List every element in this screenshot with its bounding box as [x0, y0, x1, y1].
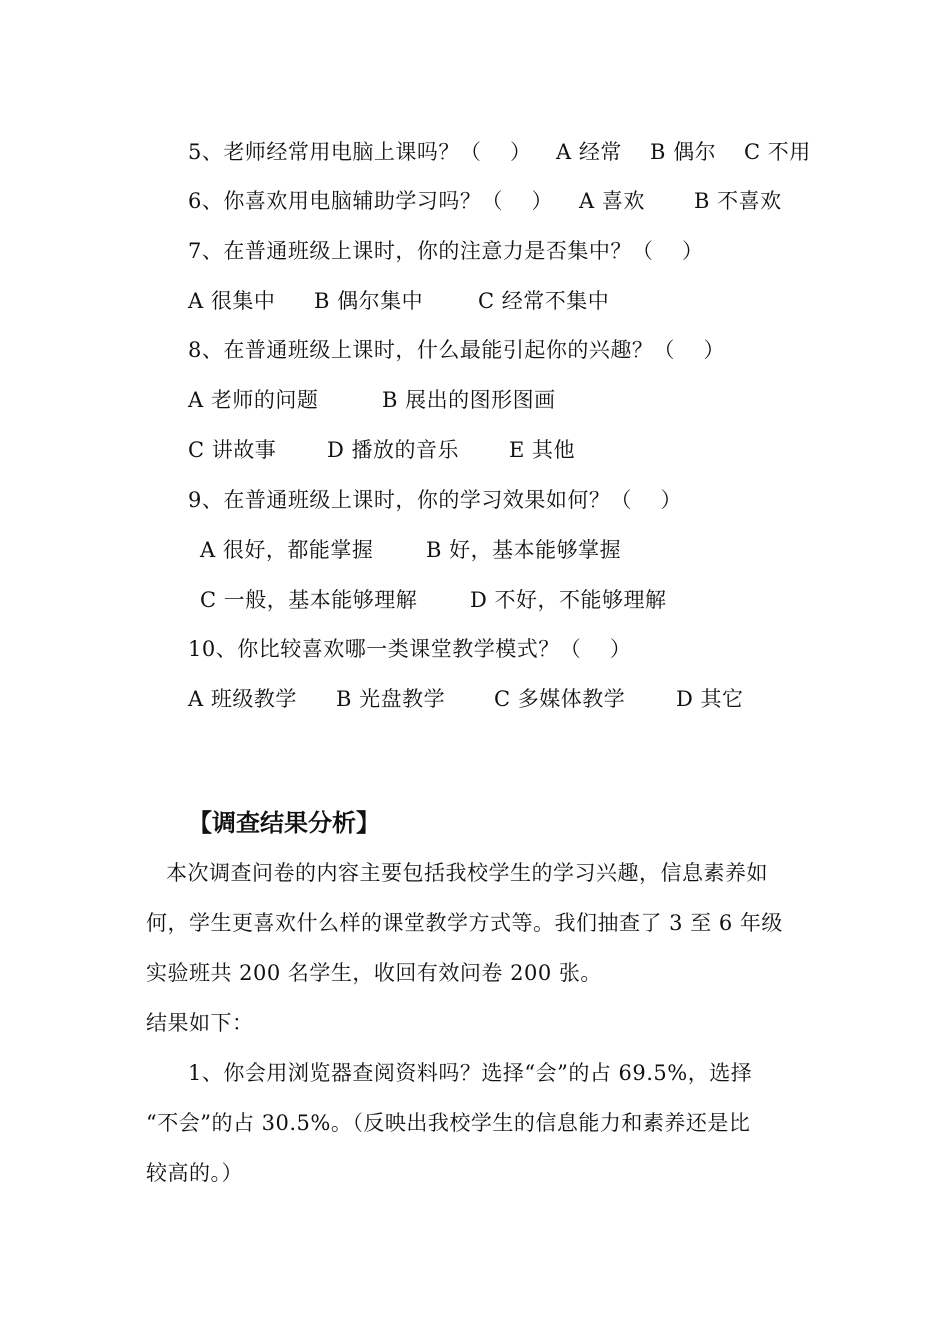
question-8-option-d: D 播放的音乐: [327, 438, 460, 462]
question-5-option-b: B 偶尔: [650, 140, 717, 164]
question-10-option-a: A 班级教学: [188, 687, 297, 711]
question-9-text: 9、在普通班级上课时，你的学习效果如何？（ ）: [188, 488, 683, 512]
question-8-option-b: B 展出的图形图画: [382, 388, 556, 412]
question-8-text: 8、在普通班级上课时，什么最能引起你的兴趣？（ ）: [188, 338, 726, 362]
question-5-text: 5、老师经常用电脑上课吗？（ ）: [188, 140, 532, 164]
question-7-option-c: C 经常不集中: [478, 289, 610, 313]
result-1-line-2: “不会”的占 30.5%。（反映出我校学生的信息能力和素养还是比: [146, 1111, 751, 1135]
question-9-option-a: A 很好，都能掌握: [200, 538, 374, 562]
question-7-option-b: B 偶尔集中: [314, 289, 424, 313]
question-5-option-c: C 不用: [744, 140, 811, 164]
result-1-line-1: 1、你会用浏览器查阅资料吗？选择“会”的占 69.5%，选择: [188, 1061, 753, 1085]
analysis-heading: 【调查结果分析】: [188, 808, 380, 837]
question-8-option-a: A 老师的问题: [188, 388, 319, 412]
analysis-paragraph-line-2: 何，学生更喜欢什么样的课堂教学方式等。我们抽查了 3 至 6 年级: [146, 911, 783, 935]
analysis-paragraph-line-1: 本次调查问卷的内容主要包括我校学生的学习兴趣，信息素养如: [166, 861, 768, 885]
result-1-line-3: 较高的。）: [146, 1161, 243, 1185]
question-10-option-d: D 其它: [676, 687, 744, 711]
question-9-option-c: C 一般，基本能够理解: [200, 588, 418, 612]
question-10-option-b: B 光盘教学: [336, 687, 446, 711]
question-6-option-b: B 不喜欢: [694, 189, 782, 213]
question-10-option-c: C 多媒体教学: [494, 687, 626, 711]
results-label: 结果如下：: [146, 1011, 254, 1035]
question-7-option-a: A 很集中: [188, 289, 276, 313]
question-6-option-a: A 喜欢: [579, 189, 645, 213]
question-9-option-b: B 好，基本能够掌握: [426, 538, 622, 562]
question-8-option-c: C 讲故事: [188, 438, 277, 462]
question-10-text: 10、你比较喜欢哪一类课堂教学模式？（ ）: [188, 637, 632, 661]
question-9-option-d: D 不好，不能够理解: [470, 588, 667, 612]
analysis-paragraph-line-3: 实验班共 200 名学生，收回有效问卷 200 张。: [146, 961, 602, 985]
question-5-option-a: A 经常: [556, 140, 622, 164]
question-8-option-e: E 其他: [509, 438, 576, 462]
question-6-text: 6、你喜欢用电脑辅助学习吗？（ ）: [188, 189, 554, 213]
question-7-text: 7、在普通班级上课时，你的注意力是否集中？（ ）: [188, 239, 704, 263]
